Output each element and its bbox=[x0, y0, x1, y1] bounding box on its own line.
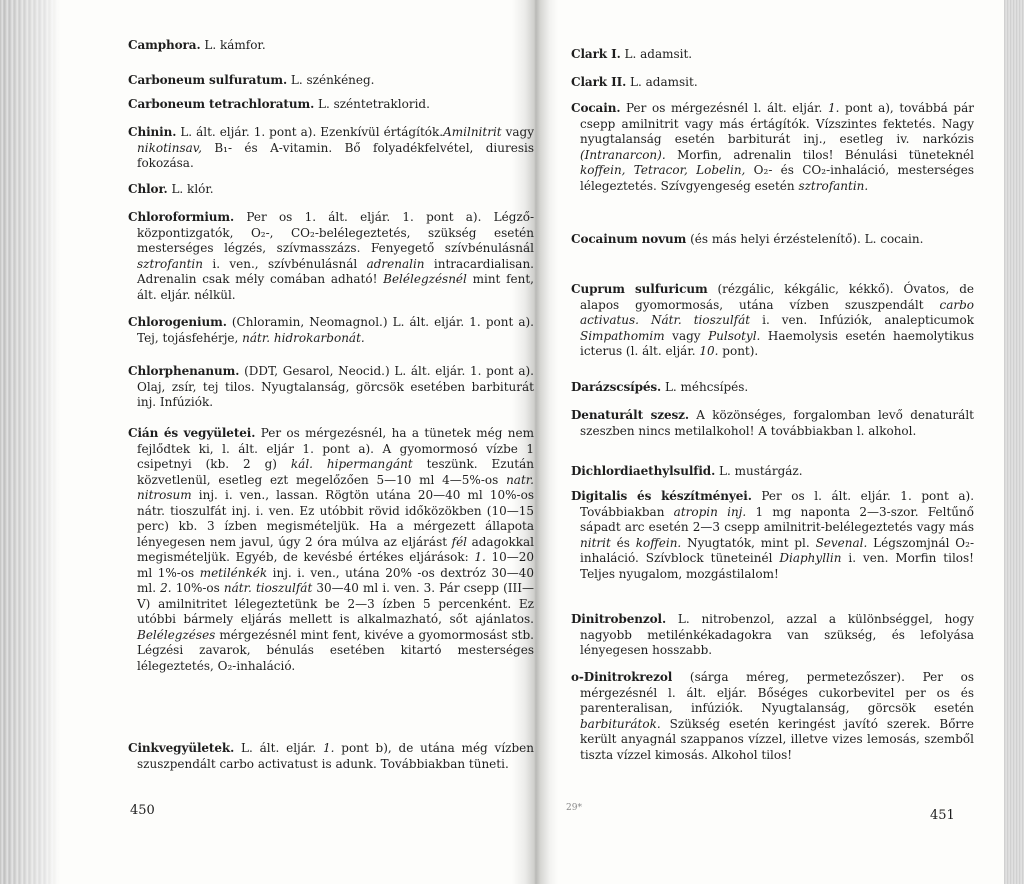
entry-darazscsipes: Darázscsípés. L. méhcsípés. bbox=[571, 380, 749, 394]
headword: Cinkvegyületek. bbox=[128, 741, 235, 755]
entry-chlorogenium: Chlorogenium. (Chloramin, Neomagnol.) L. ált. eljár. 1. pont a). Tej, tojásfehérje, nátr. hidrokarbonát. bbox=[128, 315, 534, 345]
signature-mark: 29* bbox=[566, 803, 582, 813]
headword: Chlorogenium. bbox=[128, 315, 227, 329]
entry-clark-ii: Clark II. L. adamsit. bbox=[571, 75, 698, 89]
entry-chlorphenanum: Chlorphenanum. (DDT, Gesarol, Neocid.) L. ált. eljár. 1. pont a). Olaj, zsír, tej tilos. Nyugtalanság, görcsök esetében barbiturát inj. Infúziók. bbox=[128, 364, 534, 409]
entry-text: L. kámfor. bbox=[200, 38, 266, 52]
entry-chloroformium: Chloroformium. Per os 1. ált. eljár. 1. pont a). Légző-központizgatók, O₂-, CO₂-belélegeztetés, szükség esetén mesterséges légzés, szívmasszázs. Fenyegető szívbénulásnál sztrofantin i. ven., szívbénulásnál adrenalin intracardialisan. Adrenalin csak mély comában adható! Belélegzésnél mint fent, ált. eljár. nélkül. bbox=[128, 210, 535, 302]
headword: Carboneum sulfuratum. bbox=[128, 73, 288, 87]
entry-denaturalt-szesz: Denaturált szesz. A közönséges, forgalomban levő denaturált szeszben nincs metilalkohol! A továbbiakban l. alkohol. bbox=[571, 408, 974, 438]
headword: Carboneum tetrachloratum. bbox=[128, 97, 315, 111]
headword: Denaturált szesz. bbox=[571, 408, 689, 422]
entry-dinitrobenzol: Dinitrobenzol. L. nitrobenzol, azzal a különbséggel, hogy nagyobb metilénkékadagokra van szükség, és lefolyása lényegesen hosszabb. bbox=[571, 612, 974, 657]
headword: Chlorphenanum. bbox=[128, 364, 240, 378]
headword: Cuprum sulfuricum bbox=[571, 282, 708, 296]
headword: Cián és vegyületei. bbox=[128, 426, 256, 440]
headword: Chlor. bbox=[128, 182, 168, 196]
entry-chinin: Chinin. L. ált. eljár. 1. pont a). Ezenkívül értágítók.Amilnitrit vagy nikotinsav, B₁- és A-vitamin. Bő folyadékfelvétel, diuresis fokozása. bbox=[128, 125, 534, 170]
entry-camphora bbox=[128, 38, 534, 54]
entry-cinkvegyuletek: Cinkvegyületek. L. ált. eljár. 1. pont b), de utána még vízben szuszpendált carbo activatust is adunk. Továbbiakban tüneti. bbox=[128, 741, 534, 771]
entry-dichlordiaethylsulfid: Dichlordiaethylsulfid. L. mustárgáz. bbox=[571, 464, 803, 478]
headword: Digitalis és készítményei. bbox=[571, 489, 752, 503]
entry-digitalis: Digitalis és készítményei. Per os l. ált. eljár. 1. pont a). Továbbiakban atropin inj. 1 mg naponta 2—3-szor. Feltűnő sápadt arc esetén 2—3 csepp amilnitrit-belélegeztetés vagy más nitrit és koffein. Nyugtatók, mint pl. Sevenal. Légszomjnál O₂-inhaláció. Szívblock tüneteinél Diaphyllin i. ven. Morfin tilos! Teljes nyugalom, mozgástilalom! bbox=[571, 489, 975, 581]
headword: Chloroformium. bbox=[128, 210, 235, 224]
entry-text: L. klór. bbox=[167, 182, 214, 196]
entry-carboneum-tetrachloratum bbox=[128, 97, 534, 113]
entry-cian: Cián és vegyületei. Per os mérgezésnél, ha a tünetek még nem fejlődtek ki, l. ált. eljár 1. pont a). A gyomormosó vízbe 1 csipetnyi (kb. 2 g) kál. hipermangánt teszünk. Ezután közvetlenül, esetleg ezt megelőzően 5—10 ml 4—5%-os natr. nitrosum inj. i. ven., lassan. Rögtön utána 20—40 ml 10%-os nátr. tioszulfát inj. i. ven. Ez utóbbit rövid időközökben (10—15 perc) kb. 3 ízben megismételjük. Ha a mérgezett állapota lényegesen nem javul, úgy 2 óra múlva az eljárást fél adagokkal megismételjük. Egyéb, de kevésbé értékes eljárások: 1. 10—20 ml 1%-os metilénkék inj. i. ven., utána 20% -os dextróz 30—40 ml. 2. 10%-os nátr. tioszulfát 30—40 ml i. ven. 3. Pár csepp (III—V) amilnitritet lélegeztetünk be 2—3 ízben 5 percenként. Ez utóbbi bármely eljárás mellett is alkalmazható, sőt ajánlatos. Belélegzéses mérgezésnél mint fent, kivéve a gyomormosást stb. Légzési zavarok, bénulás esetében kitartó mesterséges lélegeztetés, O₂-inhaláció. bbox=[128, 426, 535, 673]
entry-carboneum-sulfuratum bbox=[128, 73, 534, 89]
headword: Cocainum novum bbox=[571, 232, 687, 246]
headword: Clark I. bbox=[571, 47, 621, 61]
page-stack-edge-left bbox=[0, 0, 60, 884]
entry-chlor bbox=[128, 182, 534, 198]
entry-text: L. széntetraklorid. bbox=[314, 97, 430, 111]
page-stack-edge-right bbox=[1004, 0, 1024, 884]
headword: Dichlordiaethylsulfid. bbox=[571, 464, 716, 478]
headword: Chinin. bbox=[128, 125, 177, 139]
page-number-right: 451 bbox=[930, 808, 955, 823]
headword: Camphora. bbox=[128, 38, 201, 52]
entry-text: L. szénkéneg. bbox=[287, 73, 375, 87]
entry-dinitrokrezol: o-Dinitrokrezol (sárga méreg, permetezőszer). Per os mérgezésnél l. ált. eljár. Bőséges cukorbevitel per os és parenteralisan, infúziók. Nyugtalanság, görcsök esetén barbiturátok. Szükség esetén keringést javító szerek. Bőrre került anyagnál szappanos vízzel, illetve vizes lemosás, szemből tiszta vízzel kimosás. Alkohol tilos! bbox=[571, 670, 974, 762]
page-number-left: 450 bbox=[130, 803, 155, 818]
headword: Clark II. bbox=[571, 75, 627, 89]
entry-clark-i: Clark I. L. adamsit. bbox=[571, 47, 693, 61]
headword: Cocain. bbox=[571, 101, 621, 115]
headword: Dinitrobenzol. bbox=[571, 612, 667, 626]
entry-cocainum-novum: Cocainum novum (és más helyi érzéstelenítő). L. cocain. bbox=[571, 232, 924, 246]
headword: Darázscsípés. bbox=[571, 380, 662, 394]
headword: o-Dinitrokrezol bbox=[571, 670, 673, 684]
entry-cocain: Cocain. Per os mérgezésnél l. ált. eljár. 1. pont a), továbbá pár csepp amilnitrit vagy más értágítók. Vízszintes fektetés. Nagy nyugtalanság esetén barbiturát inj., esetleg iv. narkózis (Intranarcon). Morfin, adrenalin tilos! Bénulási tüneteknél koffein, Tetracor, Lobelin, O₂- és CO₂-inhaláció, mesterséges lélegeztetés. Szívgyengeség esetén sztrofantin. bbox=[571, 101, 974, 193]
entry-cuprum-sulfuricum: Cuprum sulfuricum (rézgálic, kékgálic, kékkő). Óvatos, de alapos gyomormosás, utána vízben szuszpendált carbo activatus. Nátr. tioszulfát i. ven. Infúziók, analepticumok Simpathomim vagy Pulsotyl. Haemolysis esetén haemolytikus icterus (l. ált. eljár. 10. pont). bbox=[571, 282, 974, 358]
